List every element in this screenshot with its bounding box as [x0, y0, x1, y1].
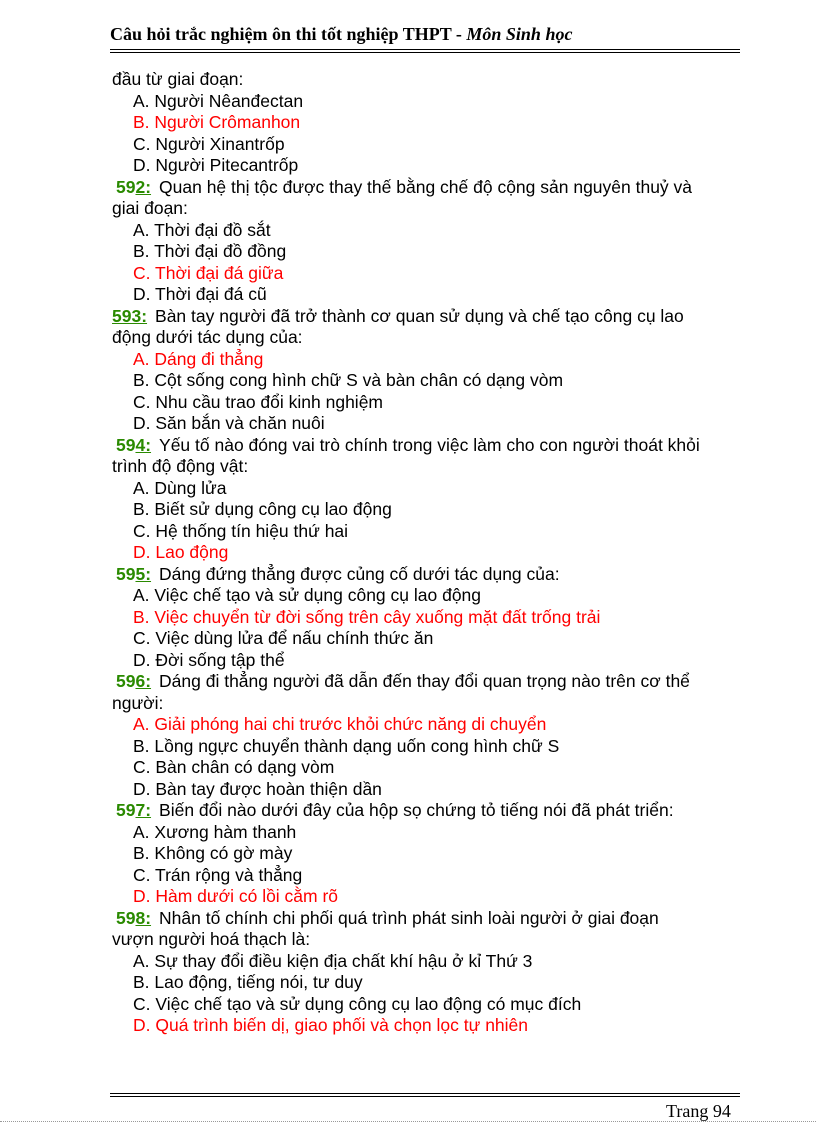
- answer-option-correct: D. Hàm dưới có lồi cằm rõ: [133, 886, 339, 906]
- question-text-continued: người:: [112, 692, 164, 713]
- answer-option: B. Thời đại đồ đồng: [133, 241, 287, 261]
- answer-option: D. Bàn tay được hoàn thiện dần: [133, 778, 382, 799]
- answer-option: C. Người Xinantrốp: [133, 133, 285, 154]
- answer-option: C. Hệ thống tín hiệu thứ hai: [133, 520, 349, 541]
- answer-option-correct: C. Thời đại đá giữa: [133, 262, 284, 283]
- answer-option-correct: A. Giải phóng hai chi trước khỏi chức năng di chuyển: [133, 714, 547, 734]
- answer-option: D. Săn bắn và chăn nuôi: [133, 413, 325, 433]
- question-number: 6:: [135, 671, 152, 691]
- header-subject: Môn Sinh học: [466, 24, 573, 44]
- answer-option-correct: D. Quá trình biến dị, giao phối và chọn lọc tự nhiên: [133, 1015, 529, 1035]
- question-list: [112, 69, 762, 1037]
- answer-option: D. Thời đại đá cũ: [133, 284, 267, 304]
- header-title-main: Câu hỏi trắc nghiệm ôn thi tốt nghiệp THPT: [110, 24, 452, 44]
- answer-option: A. Xương hàm thanh: [133, 821, 297, 842]
- answer-option: D. Đời sống tập thể: [133, 649, 285, 670]
- page-break-line: [0, 1121, 816, 1122]
- answer-option-correct: A. Dáng đi thẳng: [133, 348, 264, 369]
- answer-option-correct: D. Lao động: [133, 542, 229, 562]
- question-stem: [112, 564, 762, 586]
- answer-option: B. Lao động, tiếng nói, tư duy: [133, 972, 363, 992]
- lead-line: đầu từ giai đoạn:: [112, 69, 244, 89]
- question-number-prefix: 59: [116, 563, 136, 584]
- question-text-continued: động dưới tác dụng của:: [112, 327, 303, 347]
- answer-option: A. Dùng lửa: [133, 477, 227, 498]
- answer-option: D. Người Pitecantrốp: [133, 155, 299, 175]
- answer-option: B. Biết sử dụng công cụ lao động: [133, 499, 392, 519]
- header-title: [110, 24, 572, 44]
- question-number-prefix: 59: [116, 907, 136, 928]
- question-text: Biến đổi nào dưới đây của hộp sọ chứng tỏ tiếng nói đã phát triển:: [159, 800, 674, 820]
- header-title-separator: -: [451, 24, 467, 44]
- answer-option: B. Lồng ngực chuyển thành dạng uốn cong hình chữ S: [133, 735, 560, 756]
- question-number: 8:: [135, 907, 152, 928]
- answer-option: C. Bàn chân có dạng vòm: [133, 757, 335, 777]
- question-text: Bàn tay người đã trở thành cơ quan sử dụng và chế tạo công cụ lao: [155, 305, 684, 326]
- question-stem: [112, 177, 762, 199]
- question-number-prefix: 59: [116, 176, 136, 197]
- question-stem: [112, 435, 762, 457]
- header-rule-bottom: [110, 52, 740, 53]
- question-number: 7:: [135, 800, 152, 820]
- question-text-continued: vượn người hoá thạch là:: [112, 929, 311, 949]
- question-number: 2:: [135, 176, 152, 197]
- question-stem: [112, 671, 762, 693]
- question-text: Dáng đứng thẳng được củng cố dưới tác dụng của:: [159, 563, 560, 584]
- question-text-continued: giai đoạn:: [112, 198, 188, 218]
- answer-option: C. Việc chế tạo và sử dụng công cụ lao động có mục đích: [133, 993, 582, 1014]
- answer-option: A. Người Nêanđectan: [133, 90, 304, 111]
- question-text: Nhân tố chính chi phối quá trình phát sinh loài người ở giai đoạn: [159, 907, 659, 928]
- question-number-prefix: 59: [116, 434, 136, 455]
- question-number-prefix: 59: [116, 800, 136, 820]
- question-number: 5:: [135, 563, 152, 584]
- answer-option-correct: B. Việc chuyển từ đời sống trên cây xuống mặt đất trống trải: [133, 606, 601, 627]
- question-stem: [112, 800, 762, 822]
- question-text: Quan hệ thị tộc được thay thế bằng chế độ cộng sản nguyên thuỷ và: [159, 176, 693, 197]
- answer-option: C. Việc dùng lửa để nấu chính thức ăn: [133, 628, 434, 648]
- answer-option: A. Việc chế tạo và sử dụng công cụ lao động: [133, 585, 482, 605]
- page-number: Trang 94: [666, 1101, 731, 1121]
- question-number-prefix: 59: [116, 671, 136, 691]
- answer-option: B. Cột sống cong hình chữ S và bàn chân có dạng vòm: [133, 370, 564, 390]
- question-number: 593:: [112, 305, 148, 326]
- answer-option: A. Thời đại đồ sắt: [133, 219, 271, 240]
- footer-rule-top: [110, 1093, 740, 1094]
- question-stem: [112, 908, 762, 930]
- answer-option: A. Sự thay đổi điều kiện địa chất khí hậu ở kỉ Thứ 3: [133, 950, 533, 971]
- question-text: Yếu tố nào đóng vai trò chính trong việc làm cho con người thoát khỏi: [159, 434, 700, 455]
- page-header: [110, 24, 740, 48]
- question-text: Dáng đi thẳng người đã dẫn đến thay đổi quan trọng nào trên cơ thể: [159, 671, 690, 691]
- answer-option-correct: B. Người Crômanhon: [133, 112, 301, 132]
- question-stem: [112, 306, 762, 328]
- header-rule-top: [110, 49, 740, 50]
- question-number: 4:: [135, 434, 152, 455]
- footer-rule-bottom: [110, 1096, 740, 1097]
- question-text-continued: trình độ động vật:: [112, 456, 249, 476]
- answer-option: C. Nhu cầu trao đổi kinh nghiệm: [133, 391, 383, 412]
- answer-option: C. Trán rộng và thẳng: [133, 864, 303, 885]
- answer-option: B. Không có gờ mày: [133, 843, 293, 863]
